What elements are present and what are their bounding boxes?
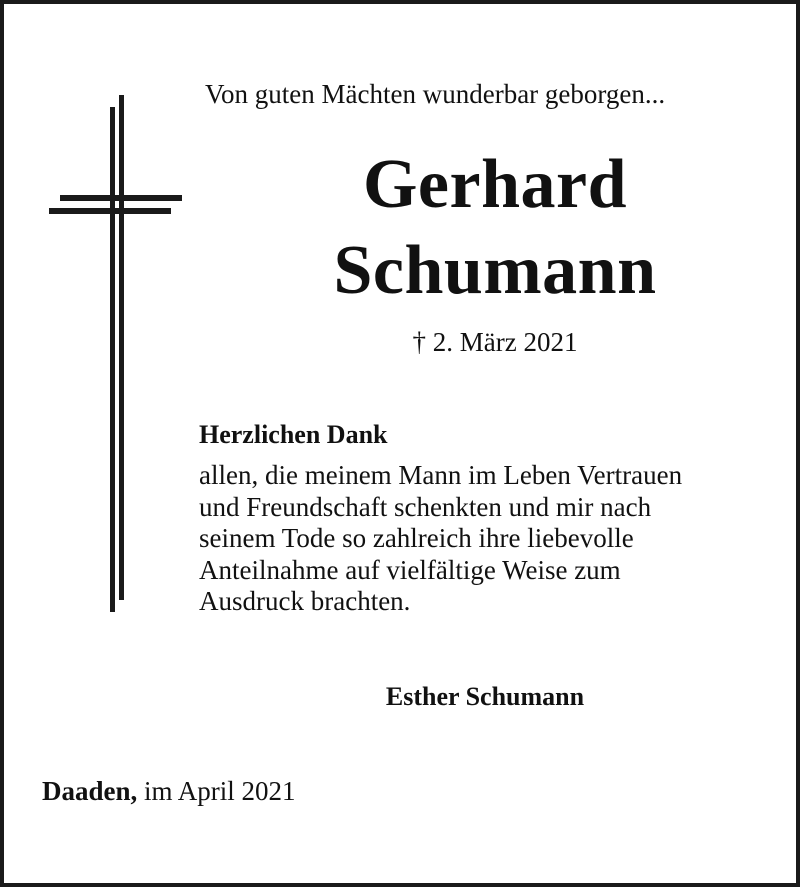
date: im April 2021 (144, 776, 296, 806)
place-and-date (42, 773, 296, 809)
death-date: † 2. März 2021 (412, 327, 578, 357)
thanks-line: seinem Tode so zahlreich ihre liebevolle (199, 523, 634, 553)
place: Daaden, (42, 776, 138, 806)
thanks-text (199, 460, 769, 618)
motto-line: Von guten Mächten wunderbar geborgen... (205, 79, 666, 109)
deceased-name (250, 142, 740, 314)
thanks-heading: Herzlichen Dank (199, 420, 388, 449)
thanks-line: und Freundschaft schenkten und mir nach (199, 491, 652, 522)
first-name: Gerhard (362, 146, 628, 223)
last-name: Schumann (333, 232, 657, 309)
signature: Esther Schumann (385, 682, 585, 711)
thanks-line: Anteilnahme auf vielfältige Weise zum (199, 554, 621, 585)
thanks-line: allen, die meinem Mann im Leben Vertrauen (199, 460, 683, 490)
thanks-line: Ausdruck brachten. (199, 586, 411, 616)
double-line-cross-icon (0, 0, 200, 640)
